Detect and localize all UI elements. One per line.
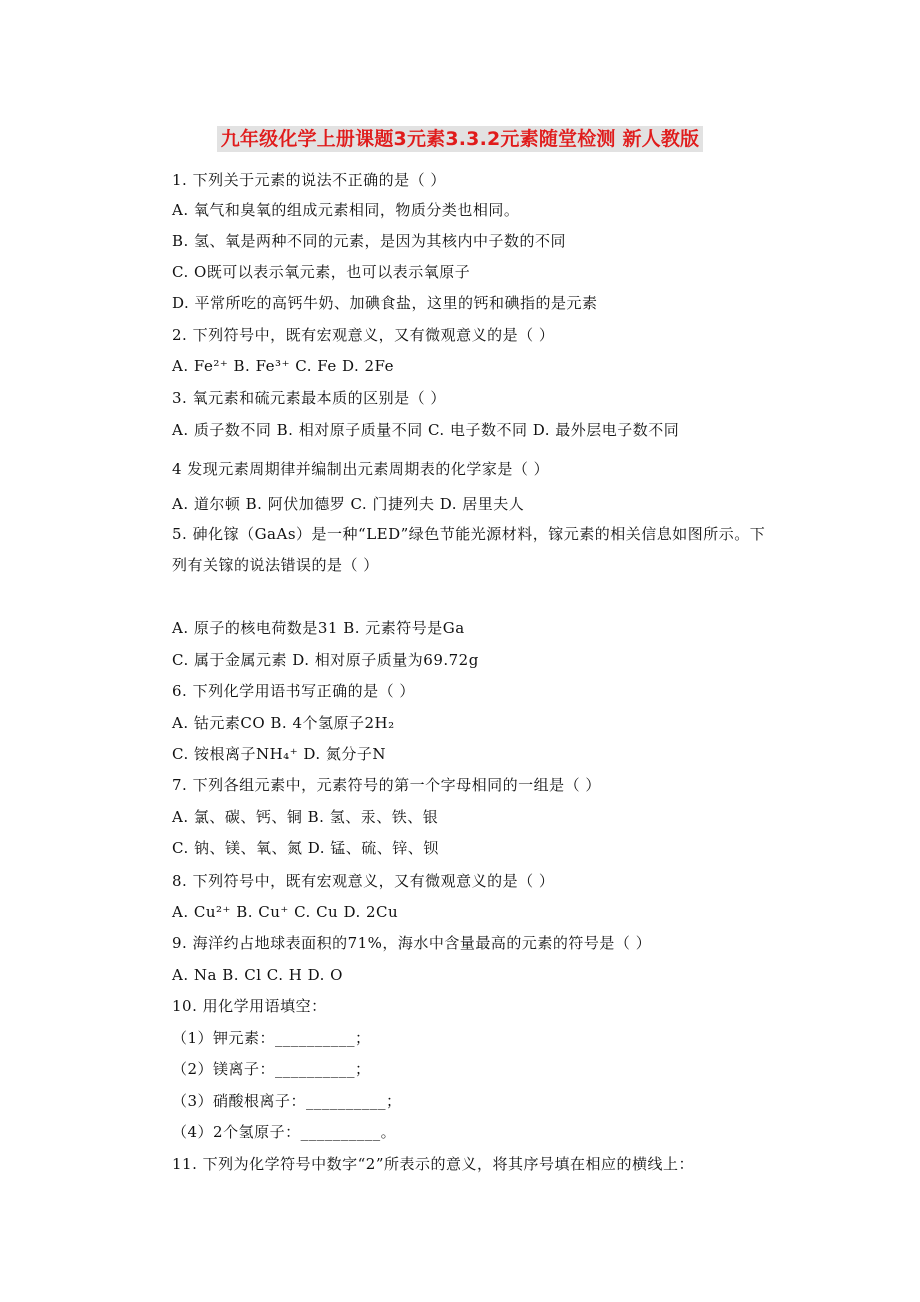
question-9: 9. 海洋约占地球表面积的71%，海水中含量最高的元素的符号是（ ） [172,934,652,952]
q5-options-cd: C. 属于金属元素 D. 相对原子质量为69.72g [172,651,479,669]
q4-options: A. 道尔顿 B. 阿伏加德罗 C. 门捷列夫 D. 居里夫人 [172,495,525,513]
q10-blank-1: （1）钾元素：__________； [172,1029,371,1047]
q5-options-ab: A. 原子的核电荷数是31 B. 元素符号是Ga [172,619,465,637]
q10-blank-4: （4）2个氢原子：__________。 [172,1123,397,1141]
q10-blank-3: （3）硝酸根离子：__________； [172,1092,402,1110]
q6-options-ab: A. 钴元素CO B. 4个氢原子2H₂ [172,714,395,732]
q9-options: A. Na B. Cl C. H D. O [172,966,343,984]
question-6: 6. 下列化学用语书写正确的是（ ） [172,682,415,700]
document-title [0,124,920,151]
q3-options: A. 质子数不同 B. 相对原子质量不同 C. 电子数不同 D. 最外层电子数不同 [172,421,680,439]
q7-options-cd: C. 钠、镁、氧、氮 D. 锰、硫、锌、钡 [172,839,439,857]
q1-option-d: D. 平常所吃的高钙牛奶、加碘食盐，这里的钙和碘指的是元素 [172,294,598,312]
q2-options: A. Fe²⁺ B. Fe³⁺ C. Fe D. 2Fe [172,357,395,375]
question-10: 10. 用化学用语填空： [172,997,327,1015]
q1-option-a: A. 氧气和臭氧的组成元素相同，物质分类也相同。 [172,201,520,219]
q8-options: A. Cu²⁺ B. Cu⁺ C. Cu D. 2Cu [172,903,399,921]
q7-options-ab: A. 氯、碳、钙、铜 B. 氢、汞、铁、银 [172,808,439,826]
question-1: 1. 下列关于元素的说法不正确的是（ ） [172,171,446,189]
q6-options-cd: C. 铵根离子NH₄⁺ D. 氮分子N [172,745,387,763]
question-5-line-2: 列有关镓的说法错误的是（ ） [172,556,379,574]
q1-option-c: C. O既可以表示氧元素，也可以表示氧原子 [172,263,471,281]
question-8: 8. 下列符号中，既有宏观意义，又有微观意义的是（ ） [172,872,555,890]
question-3: 3. 氧元素和硫元素最本质的区别是（ ） [172,389,446,407]
question-5-line-1: 5. 砷化镓（GaAs）是一种“LED”绿色节能光源材料，镓元素的相关信息如图所示。下 [172,525,766,543]
document-title-text: 九年级化学上册课题3元素3.3.2元素随堂检测 新人教版 [217,126,704,152]
question-7: 7. 下列各组元素中，元素符号的第一个字母相同的一组是（ ） [172,776,601,794]
question-2: 2. 下列符号中，既有宏观意义，又有微观意义的是（ ） [172,326,555,344]
question-4: 4 发现元素周期律并编制出元素周期表的化学家是（ ） [172,460,550,478]
question-11: 11. 下列为化学符号中数字“2”所表示的意义，将其序号填在相应的横线上： [172,1155,695,1173]
q1-option-b: B. 氢、氧是两种不同的元素，是因为其核内中子数的不同 [172,232,567,250]
q10-blank-2: （2）镁离子：__________； [172,1060,371,1078]
